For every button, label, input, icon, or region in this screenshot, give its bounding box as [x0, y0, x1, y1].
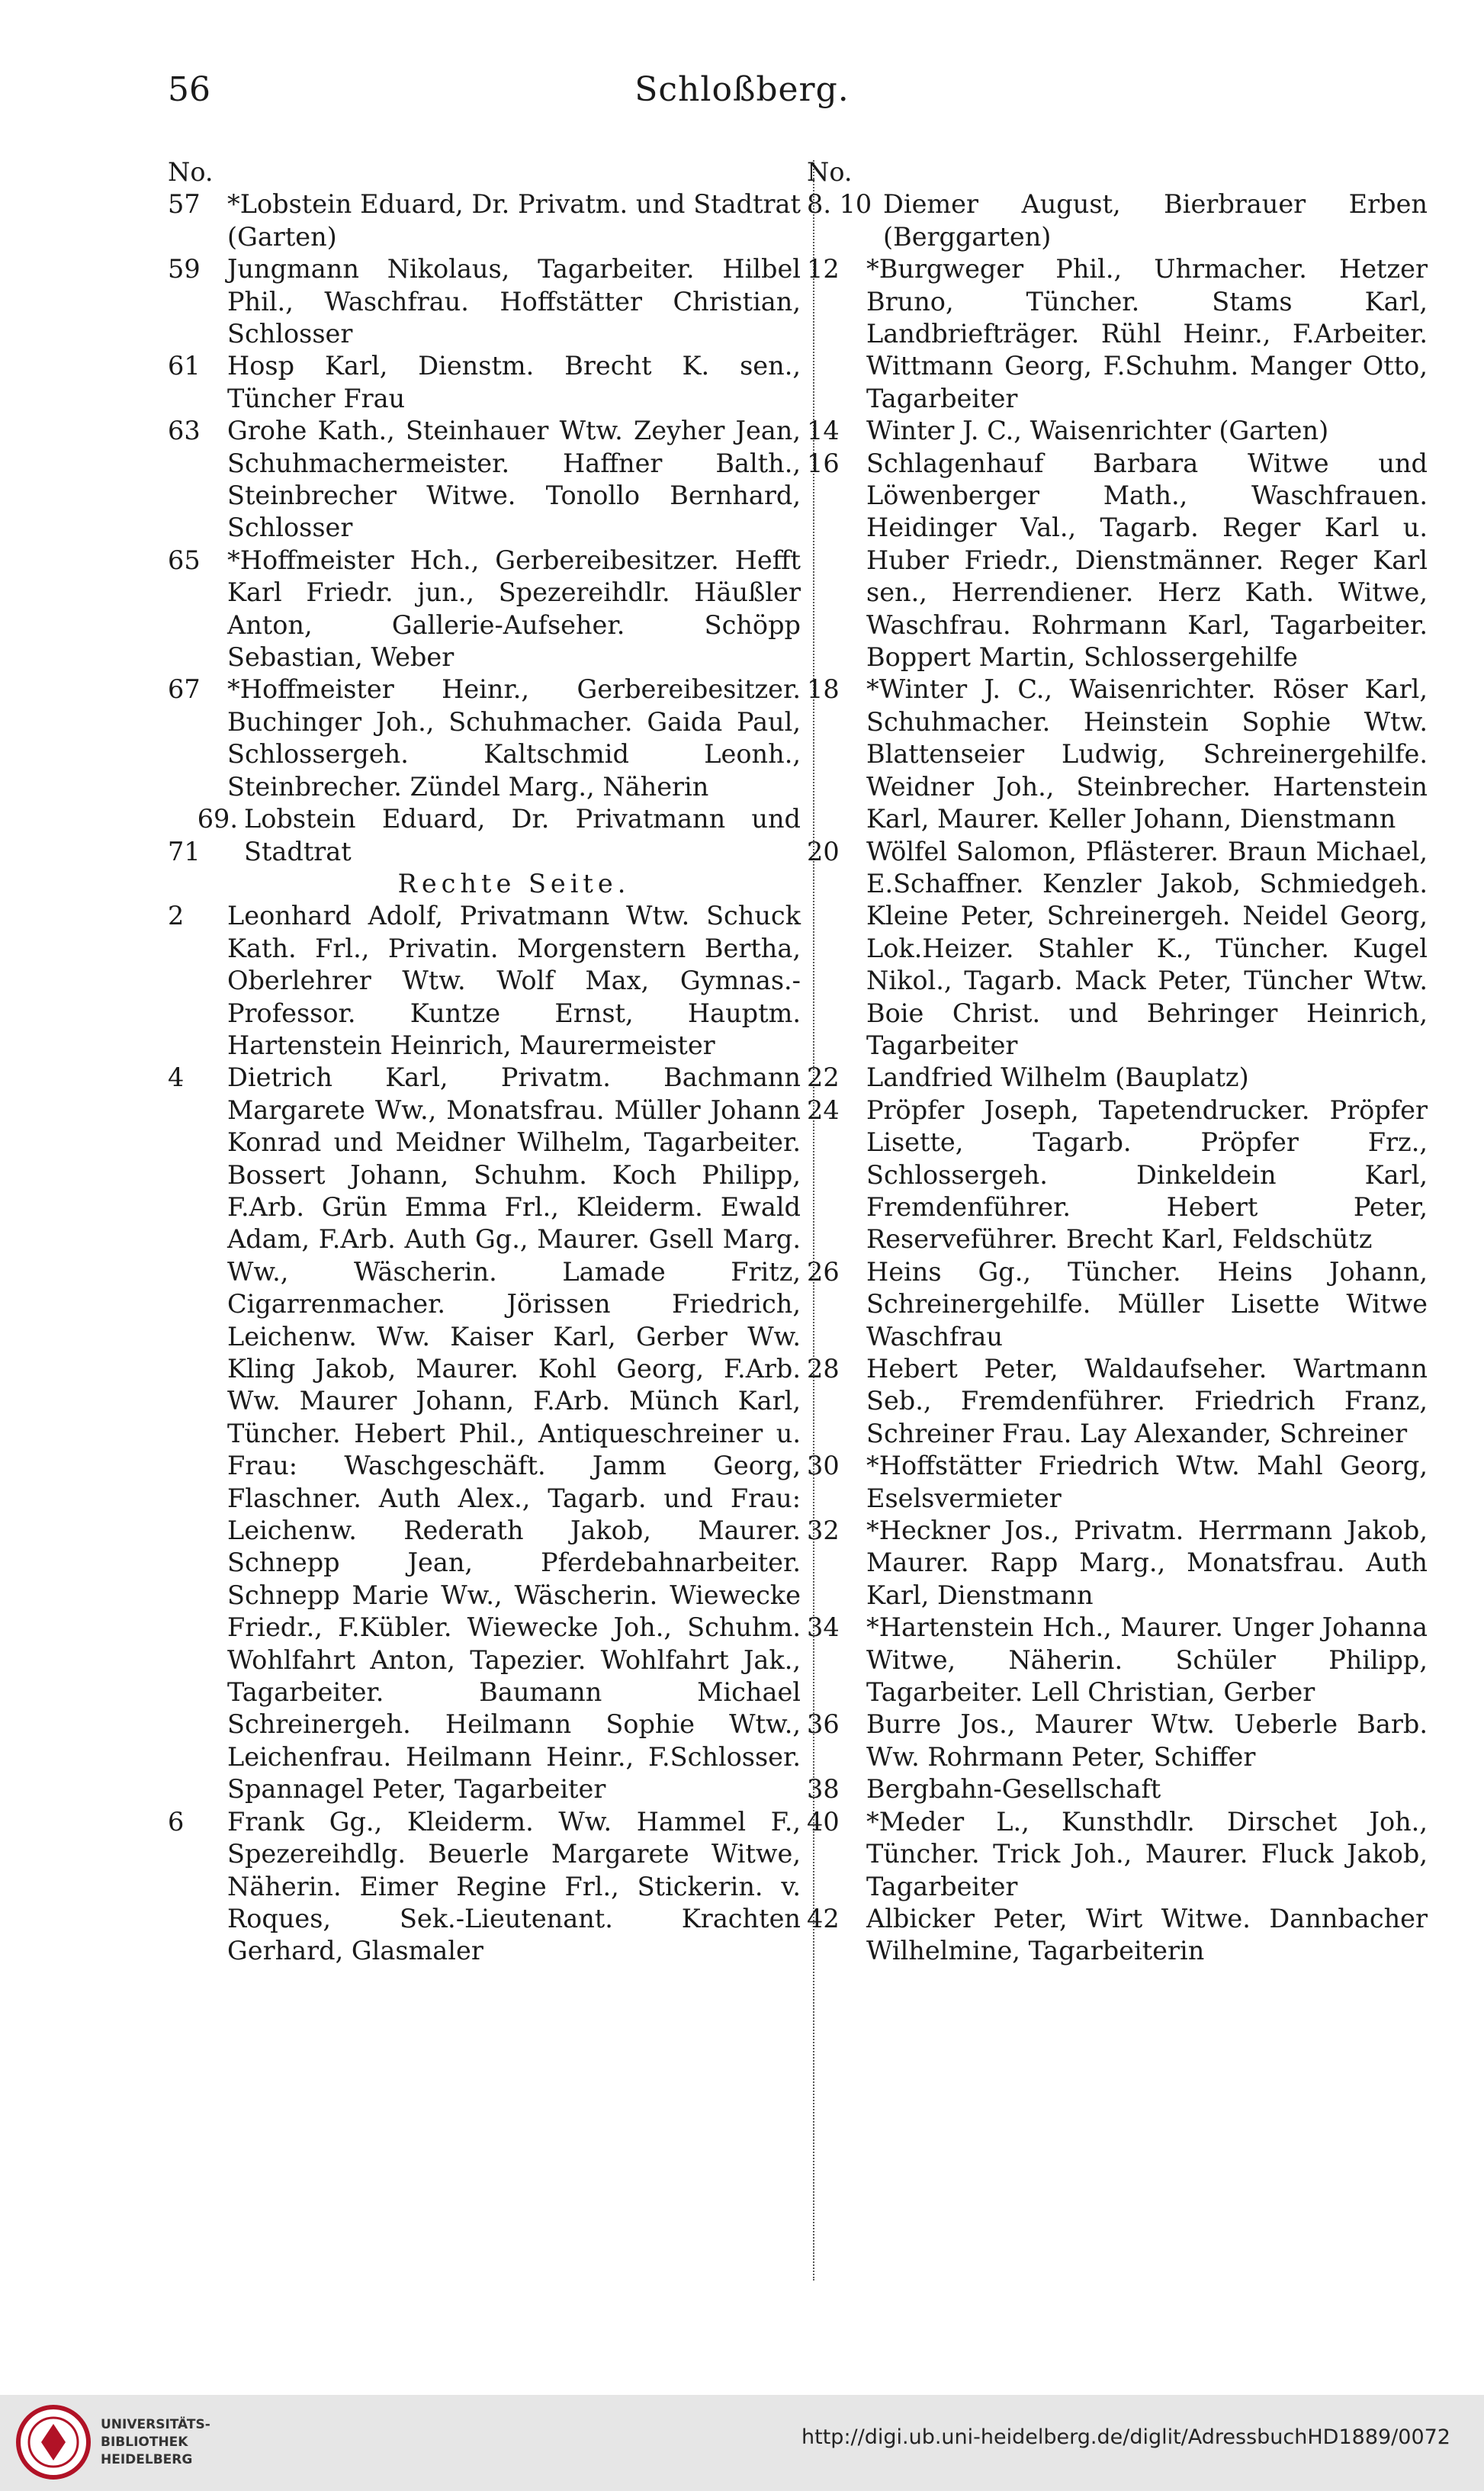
address-entry — [807, 188, 1428, 253]
address-entry — [807, 1256, 1428, 1353]
house-number: 14 — [807, 416, 840, 446]
house-number: 65 — [168, 545, 201, 575]
entry-text: Jungmann Nikolaus, Tagarbeiter. Hilbel Phil., Waschfrau. Hoffstätter Christian, Schlosser — [227, 254, 801, 349]
address-entry — [807, 1450, 1428, 1515]
house-number: 20 — [807, 836, 840, 866]
address-entry — [168, 1806, 801, 1968]
house-number: 38 — [807, 1774, 840, 1805]
address-entry — [807, 1773, 1428, 1805]
entry-text: Hosp Karl, Dienstm. Brecht K. sen., Tüncher Frau — [227, 351, 801, 413]
address-entry — [168, 900, 801, 1062]
house-number: 18 — [807, 674, 840, 705]
entry-text: Bergbahn-Gesellschaft — [866, 1774, 1161, 1805]
house-number: 4 — [168, 1062, 185, 1093]
right-entries — [807, 188, 1428, 1967]
entry-text: *Winter J. C., Waisenrichter. Röser Karl, Schuhmacher. Heinstein Sophie Wtw. Blattenseier Ludwig, Schreinergehilfe. Weidner Joh., Steinbrecher. Hartenstein Karl, Maurer. Keller Johann, Dienstmann — [866, 674, 1428, 834]
address-entry — [168, 350, 801, 415]
entry-text: Hebert Peter, Waldaufseher. Wartmann Seb., Fremdenführer. Friedrich Franz, Schreiner Frau. Lay Alexander, Schreiner — [866, 1354, 1428, 1448]
entry-text: Frank Gg., Kleiderm. Ww. Hammel F., Spezereihdlg. Beuerle Margarete Witwe, Näherin. Eimer Regine Frl., Stickerin. v. Roques, Sek.-Lieutenant. Krachten Gerhard, Glasmaler — [227, 1806, 801, 1966]
source-url[interactable]: http://digi.ub.uni-heidelberg.de/diglit/AdressbuchHD1889/0072 — [801, 2425, 1450, 2449]
entry-text: Wölfel Salomon, Pflästerer. Braun Michael, E.Schaffner. Kenzler Jakob, Schmiedgeh. Kleine Peter, Schreinergeh. Neidel Georg, Lok.Heizer. Stahler K., Tüncher. Kugel Nikol., Tagarb. Mack Peter, Tüncher Wtw. Boie Christ. und Behringer Heinrich, Tagarbeiter — [866, 836, 1428, 1060]
address-entry — [807, 415, 1428, 447]
address-entry — [807, 836, 1428, 1062]
left-entries-b — [168, 900, 801, 1967]
house-number: 8. 10 — [807, 189, 872, 220]
address-entry — [168, 188, 801, 253]
entry-text: Albicker Peter, Wirt Witwe. Dannbacher Wilhelmine, Tagarbeiterin — [866, 1903, 1428, 1966]
house-number: 42 — [807, 1903, 840, 1933]
entry-text: *Hoffmeister Heinr., Gerbereibesitzer. Buchinger Joh., Schuhmacher. Gaida Paul, Schlossergeh. Kaltschmid Leonh., Steinbrecher. Zündel Marg., Näherin — [227, 674, 801, 802]
logo-text — [101, 2416, 210, 2469]
entry-text: Lobstein Eduard, Dr. Privatmann und Stadtrat — [244, 804, 801, 866]
entry-text: *Hartenstein Hch., Maurer. Unger Johanna Witwe, Näherin. Schüler Philipp, Tagarbeiter. Lell Christian, Gerber — [866, 1612, 1428, 1708]
house-number: 28 — [807, 1354, 840, 1384]
entry-text: *Hoffstätter Friedrich Wtw. Mahl Georg, Eselsvermieter — [866, 1451, 1428, 1513]
house-number: 59 — [168, 254, 201, 284]
entry-text: *Lobstein Eduard, Dr. Privatm. und Stadtrat (Garten) — [227, 189, 801, 252]
column-label: No. — [807, 157, 853, 187]
house-number: 34 — [807, 1612, 840, 1643]
house-number: 32 — [807, 1515, 840, 1546]
entry-text: Burre Jos., Maurer Wtw. Ueberle Barb. Ww. Rohrmann Peter, Schiffer — [866, 1709, 1428, 1772]
address-entry — [807, 1708, 1428, 1773]
address-entry — [807, 673, 1428, 835]
entry-text: Landfried Wilhelm (Bauplatz) — [866, 1062, 1249, 1093]
house-number: 24 — [807, 1094, 840, 1125]
house-number: 6 — [168, 1806, 185, 1837]
entry-text: *Heckner Jos., Privatm. Herrmann Jakob, Maurer. Rapp Marg., Monatsfrau. Auth Karl, Dienstmann — [866, 1515, 1428, 1610]
address-entry — [168, 415, 801, 545]
house-number: 67 — [168, 674, 201, 705]
running-title: Schloßberg. — [634, 70, 850, 109]
address-entry — [168, 673, 801, 803]
address-entry — [168, 1062, 801, 1805]
house-number: 40 — [807, 1806, 840, 1837]
address-entry — [807, 1353, 1428, 1450]
column-label: No. — [168, 157, 214, 187]
house-number: 16 — [807, 448, 840, 478]
entry-text: Winter J. C., Waisenrichter (Garten) — [866, 416, 1329, 446]
footer — [0, 2395, 1484, 2491]
house-number: 69. 71 — [168, 804, 238, 866]
logo-line: UNIVERSITÄTS- — [101, 2417, 210, 2432]
house-number: 22 — [807, 1062, 840, 1093]
house-number: 63 — [168, 416, 201, 446]
entry-text: Heins Gg., Tüncher. Heins Johann, Schreinergehilfe. Müller Lisette Witwe Waschfrau — [866, 1256, 1428, 1352]
house-number: 30 — [807, 1451, 840, 1481]
address-entry — [168, 253, 801, 350]
entry-text: *Meder L., Kunsthdlr. Dirschet Joh., Tüncher. Trick Joh., Maurer. Fluck Jakob, Tagarbeiter — [866, 1806, 1428, 1901]
logo-line: BIBLIOTHEK — [101, 2435, 188, 2450]
house-number: 2 — [168, 901, 185, 931]
house-number: 26 — [807, 1256, 840, 1287]
address-entry — [807, 448, 1428, 674]
left-entries-a — [168, 188, 801, 868]
address-entry — [807, 1515, 1428, 1612]
entry-text: Dietrich Karl, Privatm. Bachmann Margarete Ww., Monatsfrau. Müller Johann Konrad und Meidner Wilhelm, Tagarbeiter. Bossert Johann, Schuhm. Koch Philipp, F.Arb. Grün Emma Frl., Kleiderm. Ewald Adam, F.Arb. Auth Gg., Maurer. Gsell Marg. Ww., Wäscherin. Lamade Fritz, Cigarrenmacher. Jörissen Friedrich, Leichenw. Ww. Kaiser Karl, Gerber Ww. Kling Jakob, Maurer. Kohl Georg, F.Arb. Ww. Maurer Johann, F.Arb. Münch Karl, Tüncher. Hebert Phil., Antiqueschreiner u. Frau: Waschgeschäft. Jamm Georg, Flaschner. Auth Alex., Tagarb. und Frau: Leichenw. Rederath Jakob, Maurer. Schnepp Jean, Pferdebahnarbeiter. Schnepp Marie Ww., Wäscherin. Wiewecke Friedr., F.Kübler. Wiewecke Joh., Schuhm. Wohlfahrt Anton, Tapezier. Wohlfahrt Jak., Tagarbeiter. Baumann Michael Schreinergeh. Heilmann Sophie Wtw., Leichenfrau. Heilmann Heinr., F.Schlosser. Spannagel Peter, Tagarbeiter — [227, 1062, 801, 1805]
address-entry — [168, 803, 801, 868]
university-seal-icon — [15, 2404, 92, 2480]
left-column — [168, 156, 801, 1968]
entry-text: Grohe Kath., Steinhauer Wtw. Zeyher Jean, Schuhmachermeister. Haffner Balth., Steinbrecher Witwe. Tonollo Bernhard, Schlosser — [227, 416, 801, 543]
house-number: 61 — [168, 351, 201, 381]
entry-text: *Hoffmeister Hch., Gerbereibesitzer. Hefft Karl Friedr. jun., Spezereihdlr. Häußler Anton, Gallerie-Aufseher. Schöpp Sebastian, Weber — [227, 545, 801, 673]
page-number: 56 — [168, 70, 210, 109]
address-entry — [807, 1094, 1428, 1256]
house-number: 57 — [168, 189, 201, 220]
house-number: 12 — [807, 254, 840, 284]
address-entry — [807, 1806, 1428, 1903]
entry-text: Leonhard Adolf, Privatmann Wtw. Schuck Kath. Frl., Privatin. Morgenstern Bertha, Oberlehrer Wtw. Wolf Max, Gymnas.-Professor. Kuntze Ernst, Hauptm. Hartenstein Heinrich, Maurermeister — [227, 901, 801, 1060]
sub-heading: Rechte Seite. — [397, 868, 631, 898]
address-entry — [807, 1062, 1428, 1094]
right-column — [807, 156, 1428, 1968]
address-entry — [807, 253, 1428, 415]
house-number: 36 — [807, 1709, 840, 1740]
entry-text: Schlagenhauf Barbara Witwe und Löwenberger Math., Waschfrauen. Heidinger Val., Tagarb. Reger Karl u. Huber Friedr., Dienstmänner. Reger Karl sen., Herrendiener. Herz Kath. Witwe, Waschfrau. Rohrmann Karl, Tagarbeiter. Boppert Martin, Schlossergehilfe — [866, 448, 1428, 673]
logo-line: HEIDELBERG — [101, 2452, 193, 2467]
address-entry — [168, 545, 801, 674]
address-entry — [807, 1612, 1428, 1708]
entry-text: Pröpfer Joseph, Tapetendrucker. Pröpfer Lisette, Tagarb. Pröpfer Frz., Schlossergeh. Dinkeldein Karl, Fremdenführer. Hebert Peter, Reserveführer. Brecht Karl, Feldschütz — [866, 1094, 1428, 1255]
page-header — [0, 70, 1484, 124]
entry-text: Diemer August, Bierbrauer Erben (Berggarten) — [883, 189, 1428, 252]
address-entry — [807, 1903, 1428, 1968]
entry-text: *Burgweger Phil., Uhrmacher. Hetzer Bruno, Tüncher. Stams Karl, Landbriefträger. Rühl Heinr., F.Arbeiter. Wittmann Georg, F.Schuhm. Manger Otto, Tagarbeiter — [866, 254, 1428, 413]
